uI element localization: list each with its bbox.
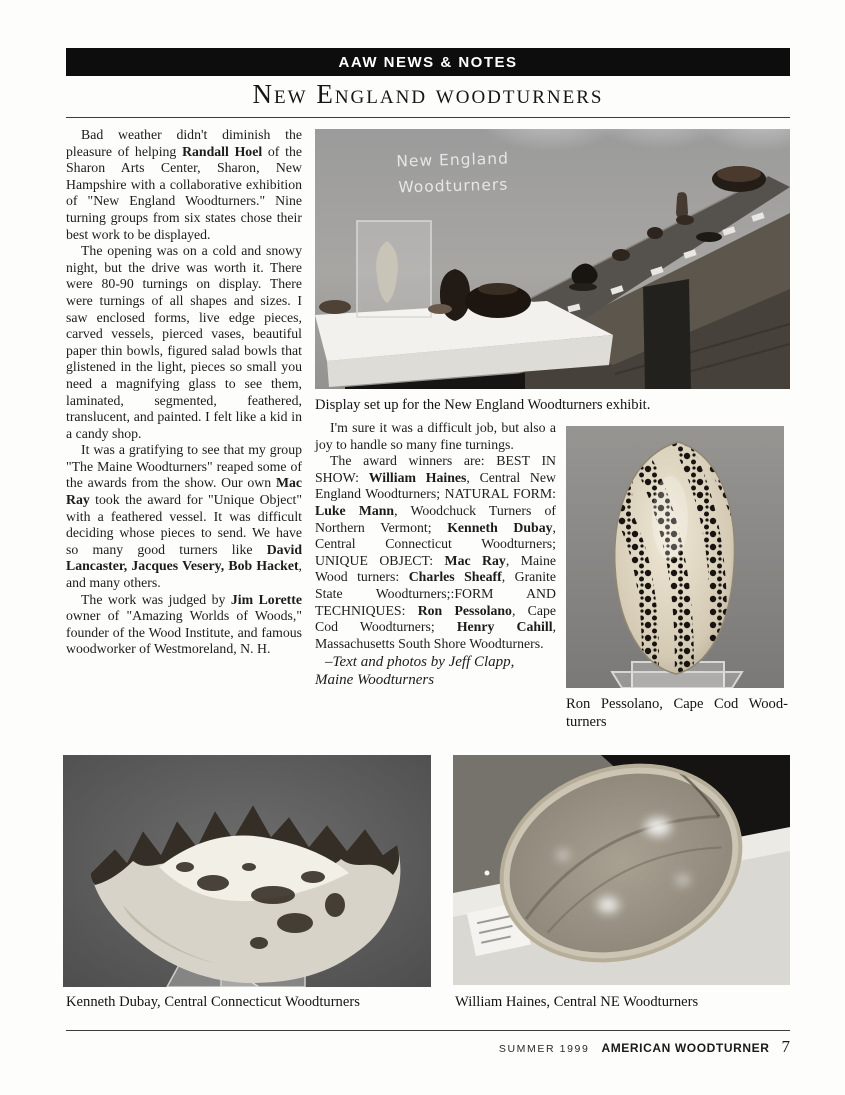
footer	[499, 1037, 790, 1057]
section-banner-label: AAW NEWS & NOTES	[338, 54, 518, 71]
paragraph: I'm sure it was a difficult job, but also a joy to handle so many fine turnings.	[315, 420, 556, 452]
byline: –Text and photos by Jeff Clapp, Maine Woodturners	[315, 654, 515, 688]
burl-bowl-caption: Kenneth Dubay, Central Connecticut Woodturners	[66, 994, 360, 1010]
exhibit-wall-sign-line1: New England	[396, 149, 510, 171]
left-column	[66, 127, 302, 658]
footer-rule	[66, 1030, 790, 1031]
tilted-bowl-caption: William Haines, Central NE Woodturners	[455, 994, 699, 1010]
middle-column	[315, 420, 556, 689]
exhibit-wall-sign	[372, 145, 533, 201]
pierced-vessel-caption: Ron Pessolano, Cape Cod Wood-turners	[566, 696, 788, 730]
section-banner	[66, 48, 790, 76]
exhibit-photo-caption: Display set up for the New England Woodturners exhibit.	[315, 397, 651, 413]
paragraph: The opening was on a cold and snowy night, but the drive was worth it. There were 80-90 turnings on display. There were turnings of all shapes and sizes. I saw enclosed forms, live edge pieces, carved vessels, pierced vases, beautiful paper thin bowls, figured salad bowls that glistened in the light, pieces so small you need a magnifying glass to see them, laminated, segmented, feathered, translucent, and painted. I felt like a kid in a candy shop.	[66, 243, 302, 441]
page-title: New England woodturners	[252, 79, 604, 109]
burl-bowl-drawing	[63, 755, 431, 987]
paragraph: The work was judged by Jim Lorette owner of "Amazing Worlds of Woods," founder of the Wood Institute, and famous woodworker of Westmoreland, N. H.	[66, 591, 302, 657]
tilted-bowl-photo	[453, 755, 790, 985]
paragraph: Bad weather didn't diminish the pleasure of helping Randall Hoel of the Sharon Arts Center, Sharon, New Hampshire with a collaborative exhibition of "New England Woodturners." Nine turning groups from six states chose their best work to be displayed.	[66, 127, 302, 242]
footer-issue: SUMMER 1999	[498, 1043, 590, 1055]
paragraph: The award winners are: BEST IN SHOW: William Haines, Central New England Woodturners; NATURAL FORM: Luke Mann, Woodchuck Turners of Northern Vermont; Kenneth Dubay, Central Connecticut Woodturners; UNIQUE OBJECT: Mac Ray, Maine Wood turners: Charles Sheaff, Granite State Woodturners;:FORM AND TECHNIQUES: Ron Pessolano, Cape Cod Woodturners; Henry Cahill, Massachusetts South Shore Woodturners.	[315, 453, 557, 651]
paragraph: It was a gratifying to see that my group "The Maine Woodturners" reaped some of the awards from the show. Our own Mac Ray took the award for "Unique Object" with a feathered vessel. It was difficult deciding whose pieces to send. We have so many good turners like David Lancaster, Jacques Vesery, Bob Hacket, and many others.	[66, 442, 302, 591]
tilted-bowl-drawing	[453, 755, 790, 985]
pierced-vessel-photo	[566, 426, 784, 688]
pierced-vessel-drawing	[566, 426, 784, 688]
exhibit-wall-sign-line2: Woodturners	[398, 175, 509, 197]
exhibit-photo	[315, 129, 790, 389]
footer-magazine-title: AMERICAN WOODTURNER	[601, 1041, 770, 1055]
footer-page-number: 7	[781, 1037, 790, 1056]
burl-bowl-photo	[63, 755, 431, 987]
header-rule	[66, 117, 790, 118]
